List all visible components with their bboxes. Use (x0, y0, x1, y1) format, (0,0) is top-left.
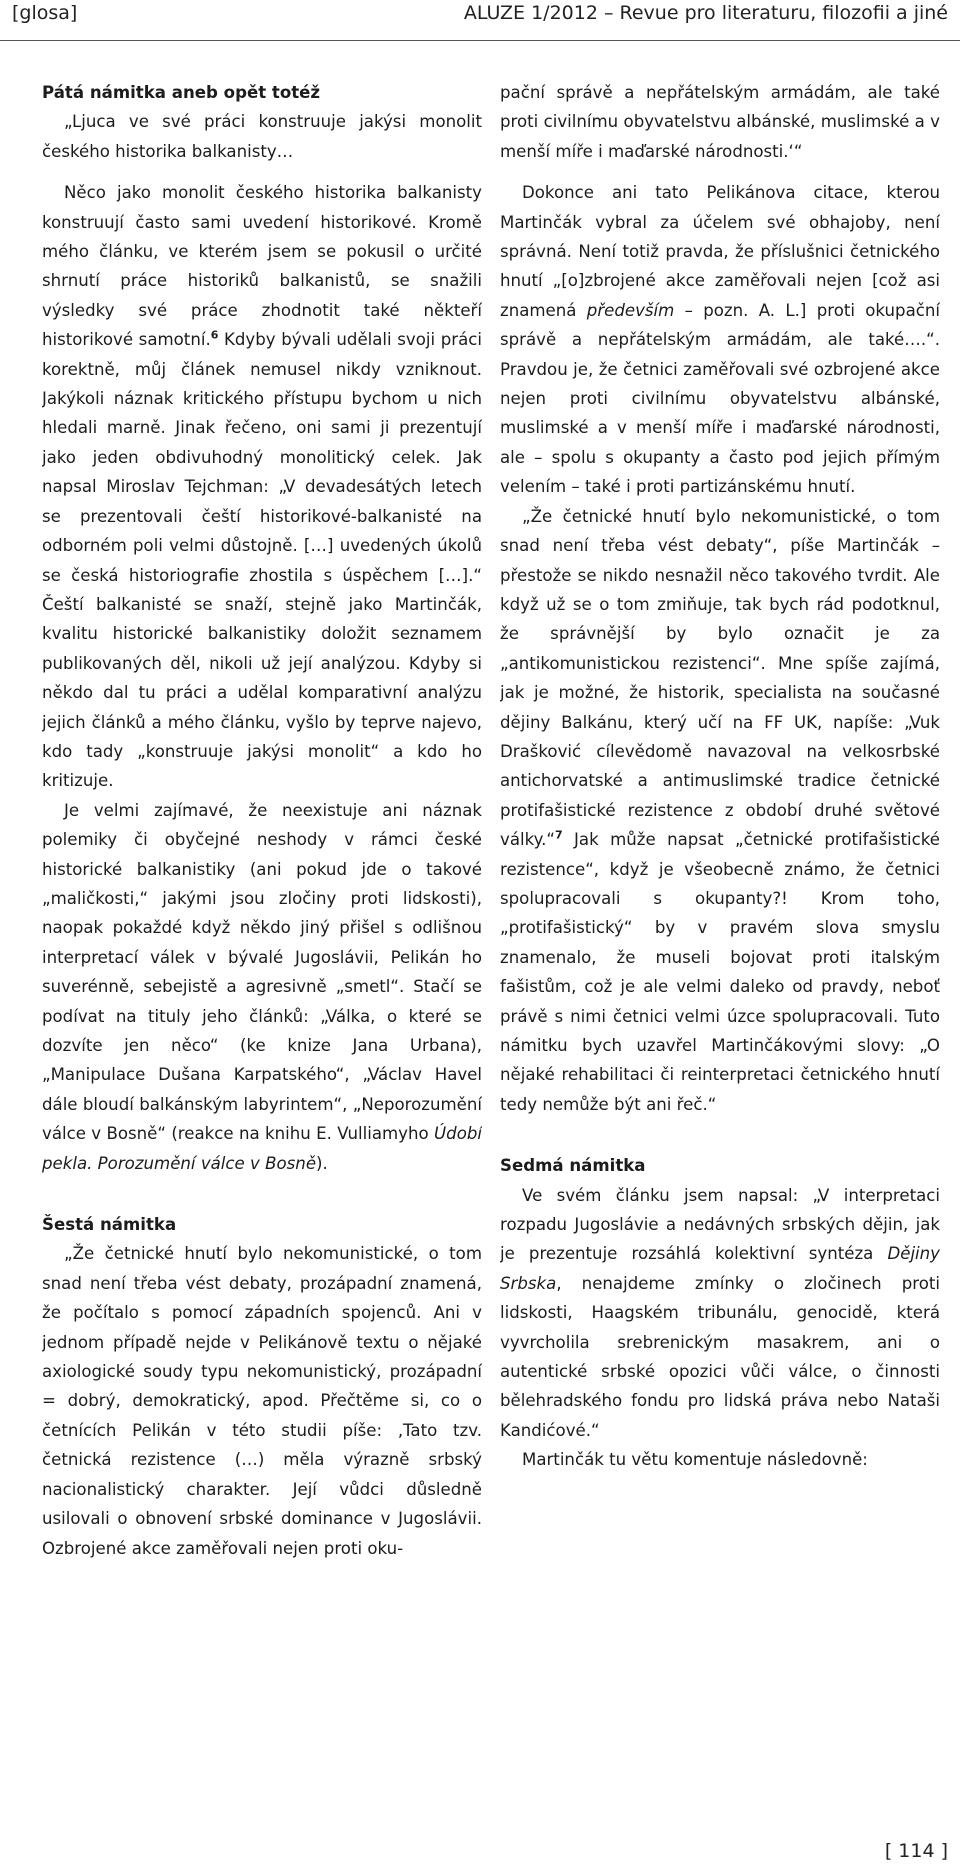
body-paragraph: Je velmi zajímavé, že neexistuje ani náznak polemiky či obyčejné neshody v rámci české historické balkanistiky (ani pokud jde o takové „maličkosti,“ jakými jsou zločiny proti lidskosti), naopak pokaždé když někdo jiný přišel s odlišnou interpretací válek v bývalé Jugoslávii, Pelikán ho suverénně, sebejistě a agresivně „smetl“. Stačí se podívat na tituly jeho článků: „Válka, o které se dozvíte jen něco“ (ke knize Jana Urbana), „Manipulace Dušana Karpatského“, „Václav Havel dále bloudí balkánským labyrintem“, „Neporozumění válce v Bosně“ (reakce na knihu E. Vulliamyho Údobí pekla. Porozumění válce v Bosně). (42, 800, 482, 1173)
body-paragraph: Martinčák tu větu komentuje následovně: (522, 1450, 868, 1470)
running-header (0, 0, 960, 36)
section-label: [glosa] (12, 2, 78, 24)
body-paragraph: „Že četnické hnutí bylo nekomunistické, o tom snad není třeba vést debaty, prozápadní znamená, že počítalo s pomocí západních spojenců. Ani v jednom případě nejde v Pelikánově textu o nějaké axiologické soudy typu nekomunistický, prozápadní = dobrý, demokratický, apod. Přečtěme si, co o četnících Pelikán v této studii píše: ‚Tato tzv. četnická rezistence (…) měla výrazně srbský nacionalistický charakter. Její vůdci důsledně usilovali o obnovení srbské dominance v Jugoslávii. Ozbrojené akce zaměřovali nejen proti oku- (42, 1244, 482, 1558)
header-rule (0, 40, 960, 41)
body-paragraph: Něco jako monolit českého historika balkanisty konstruují často sami uvedení historikové. Kromě mého článku, ve kterém jsem se pokusil o určité shrnutí práce historiků balkanistů, se snažili výsledky své práce zhodnotit také někteří historikové samotní.$^6$ Kdyby bývali udělali svoji práci korektně, můj článek nemusel nikdy vzniknout. Jakýkoli náznak kritického přístupu bychom u nich hledali marně. Jinak řečeno, oni sami ji prezentují jako jeden obdivuhodný monolitický celek. Jak napsal Miroslav Tejchman: „V devadesátých letech se prezentovali čeští historikové-balkanisté na odborném poli velmi důstojně. […] uvedených úkolů se česká historiografie zhostila s úspěchem […].“ Čeští balkanisté se snaží, stejně jako Martinčák, kvalitu historické balkanistiky doložit seznamem publikovaných děl, nikoli už její analýzou. Kdyby si někdo dal tu práci a udělal komparativní analýzu jejich článků a mého článku, vyšlo by teprve najevo, kdo tady „konstruuje jakýsi monolit“ a kdo ho kritizuje. (42, 183, 482, 791)
journal-title: ALUZE 1/2012 – Revue pro literaturu, filozofii a jiné (463, 2, 948, 24)
body-paragraph: Ve svém článku jsem napsal: „V interpretaci rozpadu Jugoslávie a nedávných srbských dějin, jak je prezentuje rozsáhlá kolektivní syntéza Dějiny Srbska, nenajdeme zmínky o zločinech proti lidskosti, Haagském tribunálu, genocidě, která vyvrcholila srebrenickým masakrem, ani o autentické srbské opozici vůči válce, o činnosti bělehradského fondu pro lidská práva nebo Nataši Kandićové.“ (500, 1185, 940, 1440)
heading-sixth-objection: Šestá námitka (42, 1215, 177, 1235)
body-paragraph: Dokonce ani tato Pelikánova citace, kterou Martinčák vybral za účelem své obhajoby, není správná. Není totiž pravda, že příslušnici četnického hnutí „[o]zbrojené akce zaměřovali nejen [což asi znamená především – pozn. A. L.] proti okupační správě a nepřátelským armádám, ale také….“. Pravdou je, že četnici zaměřovali své ozbrojené akce nejen proti civilnímu obyvatelstvu albánské, muslimské a v menší míře i maďarské národnosti, ale – spolu s okupanty a často pod jejich přímým velením – také i proti partizánskému hnutí. (500, 183, 940, 497)
book-title: Dějiny Srbska (500, 1244, 940, 1293)
book-title: Údobí pekla. Porozumění válce v Bosně (42, 1124, 482, 1173)
heading-fifth-objection: Pátá námitka aneb opět totéž (42, 83, 321, 102)
page-number: [ 114 ] (884, 1840, 948, 1862)
body-paragraph: „Že četnické hnutí bylo nekomunistické, o tom snad není třeba vést debaty“, píše Martinčák – přestože se nikdo nesnažil něco takového tvrdit. Ale když už se o tom zmiňuje, tak bych rád podotknul, že správnější by bylo označit je za „antikomunistickou rezistenci“. Mne spíše zajímá, jak je možné, že historik, specialista na současné dějiny Balkánu, který učí na FF UK, napíše: „Vuk Drašković cílevědomě navazoval na velkosrbské antichorvatské a antimuslimské tradice četnické protifašistické rezistence z období druhé světové války.“$^7$ Jak může napsat „četnické protifašistické rezistence“, když je všeobecně známo, že četnici spolupracovali s okupanty?! Krom toho, „protifašistický“ by v pravém slova smyslu znamenalo, že museli bojovat proti italským fašistům, což je ale velmi daleko od pravdy, neboť právě s nimi četnici velmi úzce spolupracovali. Tuto námitku bych uzavřel Martinčákovými slovy: „O nějaké rehabilitaci či reinterpretaci četnického hnutí tedy nemůže být ani řeč.“ (500, 506, 940, 1114)
italic-term: především (586, 300, 675, 320)
footnote-marker-7[interactable]: 7 (554, 828, 563, 842)
heading-seventh-objection: Sedmá námitka (500, 1156, 646, 1176)
body-paragraph: pační správě a nepřátelským armádám, ale také proti civilnímu obyvatelstvu albánské, muslimské a v menší míře i maďarské národnosti.‘“ (500, 83, 940, 161)
right-column (500, 78, 940, 1818)
left-column (42, 78, 482, 1818)
footnote-marker-6[interactable]: 6 (210, 328, 219, 342)
quote-paragraph: „Ljuca ve své práci konstruuje jakýsi monolit českého historika balkanisty… (42, 112, 482, 161)
